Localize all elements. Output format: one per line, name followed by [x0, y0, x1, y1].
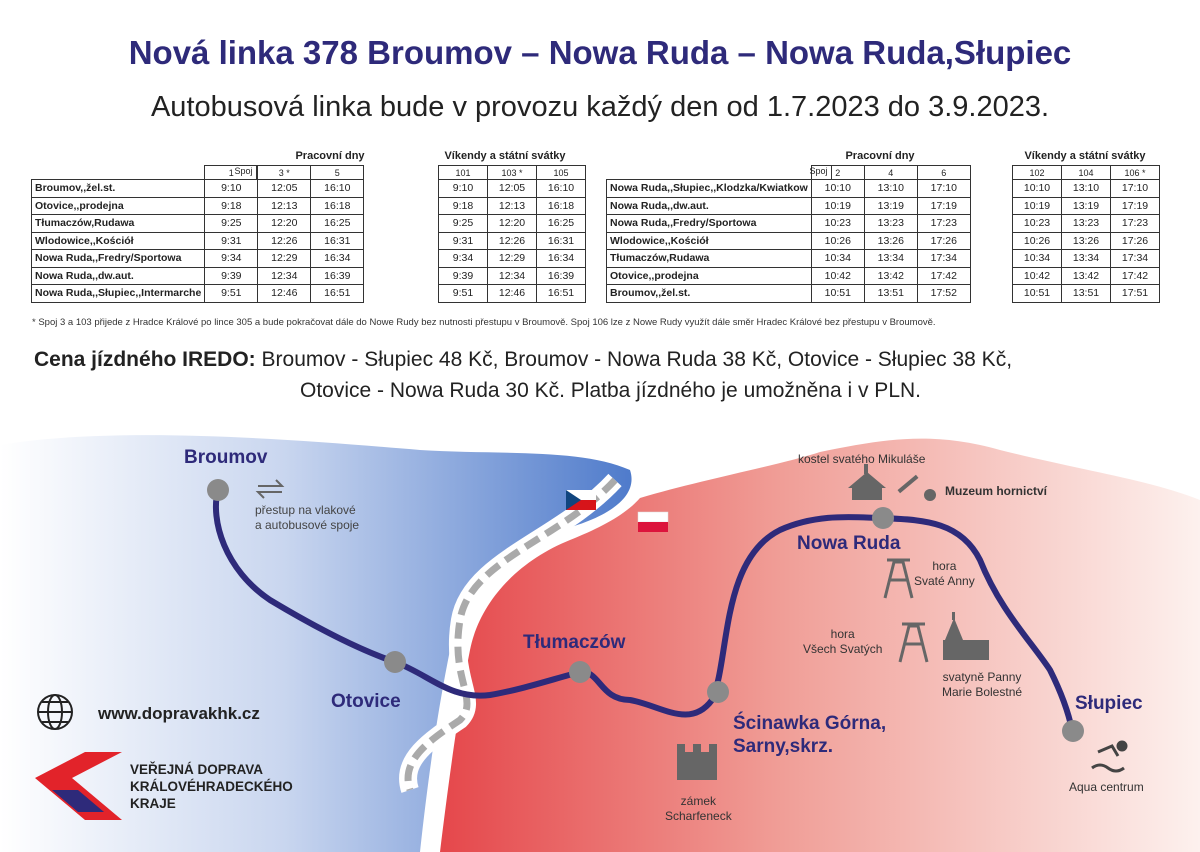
departure-time: 12:20 — [488, 215, 537, 233]
departure-time: 10:34 — [811, 250, 864, 268]
stop-name: Nowa Ruda,,Słupiec,,Klodzka/Kwiatkow — [607, 180, 812, 198]
stop-tlumaczow-label: Tłumaczów — [523, 632, 626, 653]
departure-time: 13:34 — [1062, 250, 1111, 268]
departure-time: 17:34 — [1111, 250, 1160, 268]
left-weekday-header: Pracovní dny — [295, 150, 365, 162]
table-row — [32, 232, 364, 250]
departure-time: 13:23 — [1062, 215, 1111, 233]
departure-time: 13:19 — [1062, 197, 1111, 215]
stop-name: Nowa Ruda,,dw.aut. — [32, 267, 205, 285]
departure-time: 16:39 — [311, 267, 364, 285]
table-row — [32, 215, 364, 233]
departure-time: 10:19 — [811, 197, 864, 215]
right-weekday-header: Pracovní dny — [845, 150, 915, 162]
table-row — [607, 180, 971, 198]
price-text-1: Broumov - Słupiec 48 Kč, Broumov - Nowa Ruda 38 Kč, Otovice - Słupiec 38 Kč, — [261, 348, 1013, 371]
departure-time: 13:51 — [1062, 285, 1111, 303]
departure-time: 10:23 — [811, 215, 864, 233]
departure-time: 12:05 — [258, 180, 311, 198]
departure-time: 9:18 — [205, 197, 258, 215]
timetable-footnote: * Spoj 3 a 103 přijede z Hradce Králové po lince 305 a bude pokračovat dále do Nowe Rudy bez nutnosti přestupu v Broumově. Spoj 106 lze z Nowe Rudy využít dále směr Hradec Králové bez přestupu v Broumově. — [32, 317, 936, 328]
trip-number: 106 * — [1111, 166, 1160, 180]
stop-tlumaczow-dot — [569, 661, 591, 683]
poi-zamek-label — [665, 794, 732, 824]
departure-time: 10:34 — [1013, 250, 1062, 268]
departure-time: 16:10 — [311, 180, 364, 198]
table-row — [1013, 197, 1160, 215]
stop-name: Nowa Ruda,,Słupiec,,Intermarche — [32, 285, 205, 303]
trip-number: 101 — [439, 166, 488, 180]
trip-number: 3 * — [258, 166, 311, 180]
departure-time: 10:51 — [811, 285, 864, 303]
table-row — [439, 267, 586, 285]
poi-anna-2: Svaté Anny — [914, 574, 975, 588]
stop-name: Tłumaczów,Rudawa — [607, 250, 812, 268]
stop-name: Nowa Ruda,,Fredry/Sportowa — [32, 250, 205, 268]
table-row — [1013, 285, 1160, 303]
table-row — [1013, 215, 1160, 233]
departure-time: 16:18 — [537, 197, 586, 215]
transfer-note-2: a autobusové spoje — [255, 518, 360, 532]
price-label: Cena jízdného IREDO: — [34, 348, 256, 371]
page-title: Nová linka 378 Broumov – Nowa Ruda – Nowa Ruda,Słupiec — [128, 34, 1072, 71]
departure-time: 9:51 — [205, 285, 258, 303]
departure-time: 16:51 — [537, 285, 586, 303]
stop-broumov-dot — [207, 479, 229, 501]
departure-time: 17:26 — [1111, 232, 1160, 250]
departure-time: 17:19 — [1111, 197, 1160, 215]
departure-time: 16:10 — [537, 180, 586, 198]
right-weekend-header: Víkendy a státní svátky — [1024, 150, 1146, 162]
table-row — [1013, 250, 1160, 268]
trip-number: 5 — [311, 166, 364, 180]
departure-time: 17:23 — [1111, 215, 1160, 233]
timetable-left-weekday — [31, 165, 364, 303]
table-row — [1013, 267, 1160, 285]
table-row — [439, 232, 586, 250]
table-row — [32, 250, 364, 268]
stop-name: Broumov,,žel.st. — [32, 180, 205, 198]
departure-time: 10:10 — [1013, 180, 1062, 198]
transfer-note-1: přestup na vlakové — [255, 503, 356, 517]
castle-icon — [677, 744, 717, 780]
table-row — [607, 250, 971, 268]
table-row — [439, 215, 586, 233]
stop-scinawka-label-1: Ścinawka Górna, — [733, 713, 887, 734]
departure-time: 16:34 — [537, 250, 586, 268]
poi-aqua-label: Aqua centrum — [1069, 780, 1144, 794]
poi-vsech-1: hora — [830, 627, 855, 641]
polish-flag-icon — [638, 512, 668, 532]
stop-slupiec-label: Słupiec — [1075, 693, 1143, 714]
table-row — [439, 285, 586, 303]
departure-time: 17:10 — [1111, 180, 1160, 198]
poi-panny-2: Marie Bolestné — [942, 685, 1023, 699]
table-row — [1013, 180, 1160, 198]
left-weekend-header: Víkendy a státní svátky — [444, 150, 566, 162]
poi-kostel-label: kostel svatého Mikuláše — [798, 452, 926, 466]
poi-muzeum-label: Muzeum hornictví — [945, 484, 1048, 498]
departure-time: 12:34 — [258, 267, 311, 285]
departure-time: 12:34 — [488, 267, 537, 285]
departure-time: 13:26 — [1062, 232, 1111, 250]
departure-time: 13:19 — [864, 197, 917, 215]
departure-time: 12:29 — [488, 250, 537, 268]
stop-name: Nowa Ruda,,Fredry/Sportowa — [607, 215, 812, 233]
stop-scinawka-dot — [707, 681, 729, 703]
departure-time: 16:18 — [311, 197, 364, 215]
departure-time: 9:31 — [205, 232, 258, 250]
departure-time: 13:42 — [864, 267, 917, 285]
departure-time: 9:34 — [439, 250, 488, 268]
departure-time: 12:29 — [258, 250, 311, 268]
poi-zamek-2: Scharfeneck — [665, 809, 732, 823]
departure-time: 9:39 — [439, 267, 488, 285]
trip-number: 6 — [917, 166, 970, 180]
departure-time: 9:25 — [439, 215, 488, 233]
departure-time: 9:31 — [439, 232, 488, 250]
spoj-label: Spoj — [607, 166, 832, 180]
departure-time: 16:25 — [311, 215, 364, 233]
trip-number: 1 — [205, 166, 258, 180]
departure-time: 10:42 — [811, 267, 864, 285]
departure-time: 12:46 — [258, 285, 311, 303]
organization-name — [130, 761, 293, 812]
departure-time: 13:51 — [864, 285, 917, 303]
departure-time: 12:20 — [258, 215, 311, 233]
departure-time: 17:26 — [917, 232, 970, 250]
table-row — [607, 215, 971, 233]
price-line-2: Otovice - Nowa Ruda 30 Kč. Platba jízdného je umožněna i v PLN. — [300, 379, 921, 402]
departure-time: 9:51 — [439, 285, 488, 303]
departure-time: 13:10 — [1062, 180, 1111, 198]
table-row — [32, 180, 364, 198]
trip-number: 105 — [537, 166, 586, 180]
stop-scinawka-label-2: Sarny,skrz. — [733, 736, 833, 757]
poi-zamek-1: zámek — [680, 794, 717, 808]
poi-anna-label — [914, 559, 975, 589]
poi-panny-label — [942, 670, 1022, 700]
departure-time: 10:51 — [1013, 285, 1062, 303]
departure-time: 16:39 — [537, 267, 586, 285]
timetable-right-weekend — [1012, 165, 1160, 303]
table-row — [607, 197, 971, 215]
stop-name: Wlodowice,,Kościół — [32, 232, 205, 250]
stop-name: Wlodowice,,Kościół — [607, 232, 812, 250]
departure-time: 17:42 — [917, 267, 970, 285]
table-row — [607, 285, 971, 303]
departure-time: 13:26 — [864, 232, 917, 250]
org-line-3: KRAJE — [130, 796, 176, 811]
departure-time: 10:10 — [811, 180, 864, 198]
departure-time: 9:10 — [439, 180, 488, 198]
departure-time: 12:13 — [488, 197, 537, 215]
trip-number: 104 — [1062, 166, 1111, 180]
stop-name: Broumov,,žel.st. — [607, 285, 812, 303]
departure-time: 13:42 — [1062, 267, 1111, 285]
departure-time: 17:23 — [917, 215, 970, 233]
departure-time: 17:10 — [917, 180, 970, 198]
spoj-label: Spoj — [32, 166, 257, 180]
stop-name: Otovice,,prodejna — [607, 267, 812, 285]
trip-number: 4 — [864, 166, 917, 180]
departure-time: 9:34 — [205, 250, 258, 268]
stop-slupiec-dot — [1062, 720, 1084, 742]
org-line-2: KRÁLOVÉHRADECKÉHO — [130, 779, 293, 794]
departure-time: 16:31 — [537, 232, 586, 250]
departure-time: 16:25 — [537, 215, 586, 233]
website-link[interactable]: www.dopravakhk.cz — [98, 704, 260, 723]
stop-nowa-ruda-label: Nowa Ruda — [797, 533, 901, 554]
departure-time: 9:39 — [205, 267, 258, 285]
poi-panny-1: svatyně Panny — [942, 670, 1022, 684]
departure-time: 17:34 — [917, 250, 970, 268]
stop-name: Otovice,,prodejna — [32, 197, 205, 215]
departure-time: 17:19 — [917, 197, 970, 215]
table-row — [32, 285, 364, 303]
stop-nowa-ruda-dot — [872, 507, 894, 529]
departure-time: 13:34 — [864, 250, 917, 268]
departure-time: 10:42 — [1013, 267, 1062, 285]
departure-time: 12:26 — [258, 232, 311, 250]
poi-anna-1: hora — [932, 559, 957, 573]
table-row — [607, 232, 971, 250]
departure-time: 17:42 — [1111, 267, 1160, 285]
poi-vsech-label — [803, 627, 882, 657]
stop-broumov-label: Broumov — [184, 447, 268, 468]
table-row — [1013, 232, 1160, 250]
poi-vsech-2: Všech Svatých — [803, 642, 883, 656]
timetable-right-weekday — [606, 165, 971, 303]
czech-flag-icon — [566, 490, 596, 510]
org-line-1: VEŘEJNÁ DOPRAVA — [130, 762, 264, 777]
price-line-1 — [34, 348, 1012, 372]
departure-time: 10:26 — [811, 232, 864, 250]
stop-name: Tłumaczów,Rudawa — [32, 215, 205, 233]
departure-time: 13:10 — [864, 180, 917, 198]
departure-time: 12:05 — [488, 180, 537, 198]
page-subtitle: Autobusová linka bude v provozu každý den od 1.7.2023 do 3.9.2023. — [150, 91, 1050, 123]
trip-number: 102 — [1013, 166, 1062, 180]
departure-time: 16:31 — [311, 232, 364, 250]
table-row — [32, 197, 364, 215]
departure-time: 16:34 — [311, 250, 364, 268]
departure-time: 13:23 — [864, 215, 917, 233]
stop-otovice-dot — [384, 651, 406, 673]
timetable-left-weekend — [438, 165, 586, 303]
trip-number: 103 * — [488, 166, 537, 180]
departure-time: 17:52 — [917, 285, 970, 303]
table-row — [607, 267, 971, 285]
departure-time: 10:26 — [1013, 232, 1062, 250]
trip-number: 2 — [811, 166, 864, 180]
table-row — [439, 180, 586, 198]
departure-time: 16:51 — [311, 285, 364, 303]
departure-time: 9:18 — [439, 197, 488, 215]
table-row — [439, 250, 586, 268]
table-row — [32, 267, 364, 285]
departure-time: 10:23 — [1013, 215, 1062, 233]
departure-time: 12:26 — [488, 232, 537, 250]
departure-time: 12:46 — [488, 285, 537, 303]
stop-name: Nowa Ruda,,dw.aut. — [607, 197, 812, 215]
table-row — [439, 197, 586, 215]
departure-time: 9:10 — [205, 180, 258, 198]
departure-time: 9:25 — [205, 215, 258, 233]
departure-time: 10:19 — [1013, 197, 1062, 215]
stop-scinawka-label — [733, 712, 886, 758]
stop-otovice-label: Otovice — [331, 691, 401, 712]
transfer-note — [255, 503, 359, 533]
departure-time: 17:51 — [1111, 285, 1160, 303]
departure-time: 12:13 — [258, 197, 311, 215]
